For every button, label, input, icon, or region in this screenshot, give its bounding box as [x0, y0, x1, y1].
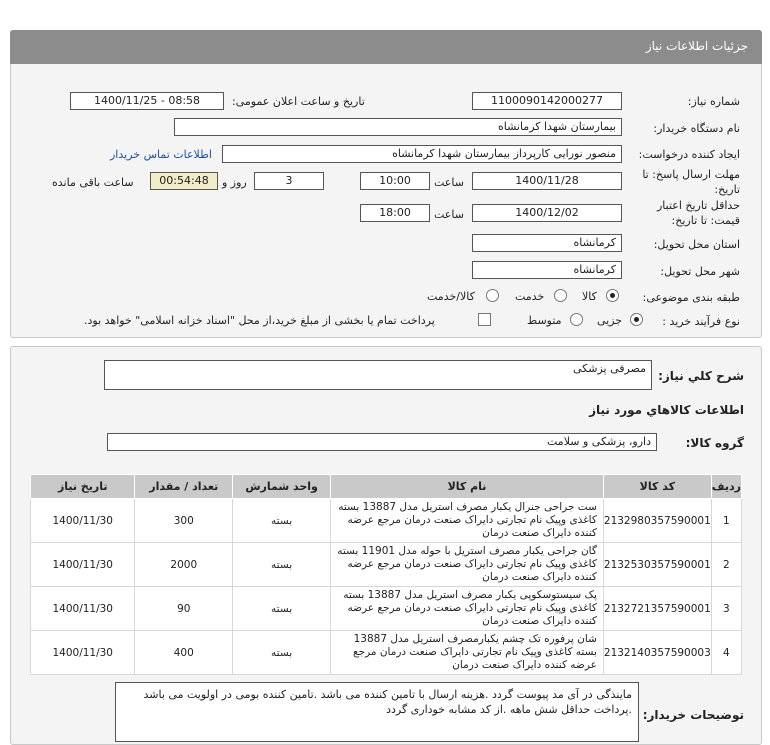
col-qty-header: تعداد / مقدار	[135, 475, 233, 499]
row-code: 2132980357590001	[603, 499, 711, 543]
requester-label: ایجاد کننده درخواست:	[638, 148, 740, 161]
need-number-field: 1100090142000277	[472, 92, 622, 110]
validity-label-2: قیمت: تا تاریخ:	[671, 214, 740, 227]
treasury-checkbox[interactable]	[478, 313, 491, 326]
row-qty: 400	[135, 631, 233, 675]
row-name: گان جراحی یکبار مصرف استریل با حوله مدل 11901 بسته کاغذی وپیک نام تجارتی دایراک صنعت درمان مرجع عرضه کننده دایراک صنعت درمان	[331, 543, 604, 587]
row-index: 3	[711, 587, 741, 631]
category-service-radio[interactable]	[554, 289, 567, 302]
buyer-notes-field: ماینذگی در آی مد پیوست گردد .هزینه ارسال با تامین کننده می باشد .تامین کننده بومی در اولویت می باشد .پرداخت حداقل شش ماهه .از کد مشابه خوداری گردد	[115, 682, 639, 742]
table-header-row	[31, 475, 742, 499]
category-goods-label: کالا	[582, 290, 597, 303]
row-date: 1400/11/30	[31, 543, 135, 587]
row-index: 2	[711, 543, 741, 587]
deadline-date-field: 1400/11/28	[472, 172, 622, 190]
page-title: جزئیات اطلاعات نیاز	[645, 39, 748, 53]
panel-titlebar	[10, 30, 762, 64]
buyer-org-field: بیمارستان شهدا کرمانشاه	[174, 118, 622, 136]
summary-label: شرح کلي نياز:	[658, 369, 744, 383]
city-field: کرمانشاه	[472, 261, 622, 279]
goods-group-label: گروه کالا:	[685, 436, 744, 450]
row-name: شان پرفوره تک چشم یکبارمصرف استریل مدل 13887 بسته کاغذی وپیک نام تجارتی دایراک صنعت درمان مرجع عرضه کننده دایراک صنعت درمان	[331, 631, 604, 675]
announce-field: 1400/11/25 - 08:58	[70, 92, 224, 110]
goods-table	[30, 474, 742, 675]
days-label: روز و	[222, 176, 247, 189]
col-date-header: تاریخ نیاز	[31, 475, 135, 499]
row-code: 2132530357590001	[603, 543, 711, 587]
row-unit: بسته	[233, 587, 331, 631]
row-unit: بسته	[233, 543, 331, 587]
category-goods-radio[interactable]	[606, 289, 619, 302]
need-number-label: شماره نیاز:	[687, 95, 740, 108]
row-unit: بسته	[233, 499, 331, 543]
deadline-label: مهلت ارسال پاسخ: تا	[642, 168, 740, 181]
row-qty: 300	[135, 499, 233, 543]
row-code: 2132140357590003	[603, 631, 711, 675]
row-date: 1400/11/30	[31, 499, 135, 543]
row-index: 1	[711, 499, 741, 543]
row-index: 4	[711, 631, 741, 675]
remaining-label: ساعت باقی مانده	[52, 176, 134, 189]
remaining-time-field: 00:54:48	[150, 172, 218, 190]
table-row	[31, 631, 742, 675]
category-both-label: کالا/خدمت	[427, 290, 475, 303]
row-name: ست جراحی جنرال یکبار مصرف استریل مدل 13887 بسته کاغذی وپیک نام تجارتی دایراک صنعت درمان مرجع عرضه کننده دایراک صنعت درمان	[331, 499, 604, 543]
city-label: شهر محل تحویل:	[660, 265, 740, 278]
requester-field: منصور نورایی کارپرداز بیمارستان شهدا کرمانشاه	[222, 145, 622, 163]
col-index-header: ردیف	[711, 475, 741, 499]
table-row	[31, 543, 742, 587]
process-medium-radio[interactable]	[570, 313, 583, 326]
process-minor-label: جزیی	[597, 314, 623, 327]
row-date: 1400/11/30	[31, 631, 135, 675]
notes-label: توضیحات خریدار:	[642, 708, 744, 722]
row-name: پک سیستوسکوپی یکبار مصرف استریل مدل 13887 بسته کاغذی وپیک نام تجارتی دایراک صنعت درمان مرجع عرضه کننده دایراک صنعت درمان	[331, 587, 604, 631]
province-field: کرمانشاه	[472, 234, 622, 252]
buyer-org-label: نام دستگاه خریدار:	[653, 122, 740, 135]
process-minor-radio[interactable]	[630, 313, 643, 326]
row-code: 2132721357590001	[603, 587, 711, 631]
province-label: استان محل تحویل:	[653, 238, 740, 251]
category-service-label: خدمت	[515, 290, 545, 303]
summary-field: مصرفی پزشکی	[104, 360, 652, 390]
col-unit-header: واحد شمارش	[233, 475, 331, 499]
validity-time-label: ساعت	[434, 208, 464, 221]
col-name-header: نام کالا	[331, 475, 604, 499]
row-qty: 2000	[135, 543, 233, 587]
days-field: 3	[254, 172, 324, 190]
category-label: طبقه بندی موضوعی:	[642, 291, 740, 304]
process-medium-label: متوسط	[527, 314, 562, 327]
category-both-radio[interactable]	[486, 289, 499, 302]
deadline-time-label: ساعت	[434, 176, 464, 189]
row-date: 1400/11/30	[31, 587, 135, 631]
goods-group-field: دارو، پزشکی و سلامت	[107, 433, 657, 451]
deadline-label-2: تاریخ:	[714, 183, 740, 196]
validity-date-field: 1400/12/02	[472, 204, 622, 222]
table-row	[31, 499, 742, 543]
col-code-header: کد کالا	[603, 475, 711, 499]
announce-label: تاریخ و ساعت اعلان عمومی:	[232, 95, 365, 108]
table-row	[31, 587, 742, 631]
validity-time-field: 18:00	[360, 204, 430, 222]
row-unit: بسته	[233, 631, 331, 675]
row-qty: 90	[135, 587, 233, 631]
validity-label: حداقل تاریخ اعتبار	[656, 199, 740, 212]
goods-info-heading: اطلاعات کالاهاي مورد نياز	[589, 403, 744, 417]
treasury-note: پرداخت تمام یا بخشی از مبلغ خرید،از محل "اسناد خزانه اسلامی" خواهد بود.	[84, 314, 435, 327]
deadline-time-field: 10:00	[360, 172, 430, 190]
process-label: نوع فرآیند خرید :	[662, 315, 740, 328]
contact-buyer-link[interactable]: اطلاعات تماس خریدار	[110, 148, 212, 161]
